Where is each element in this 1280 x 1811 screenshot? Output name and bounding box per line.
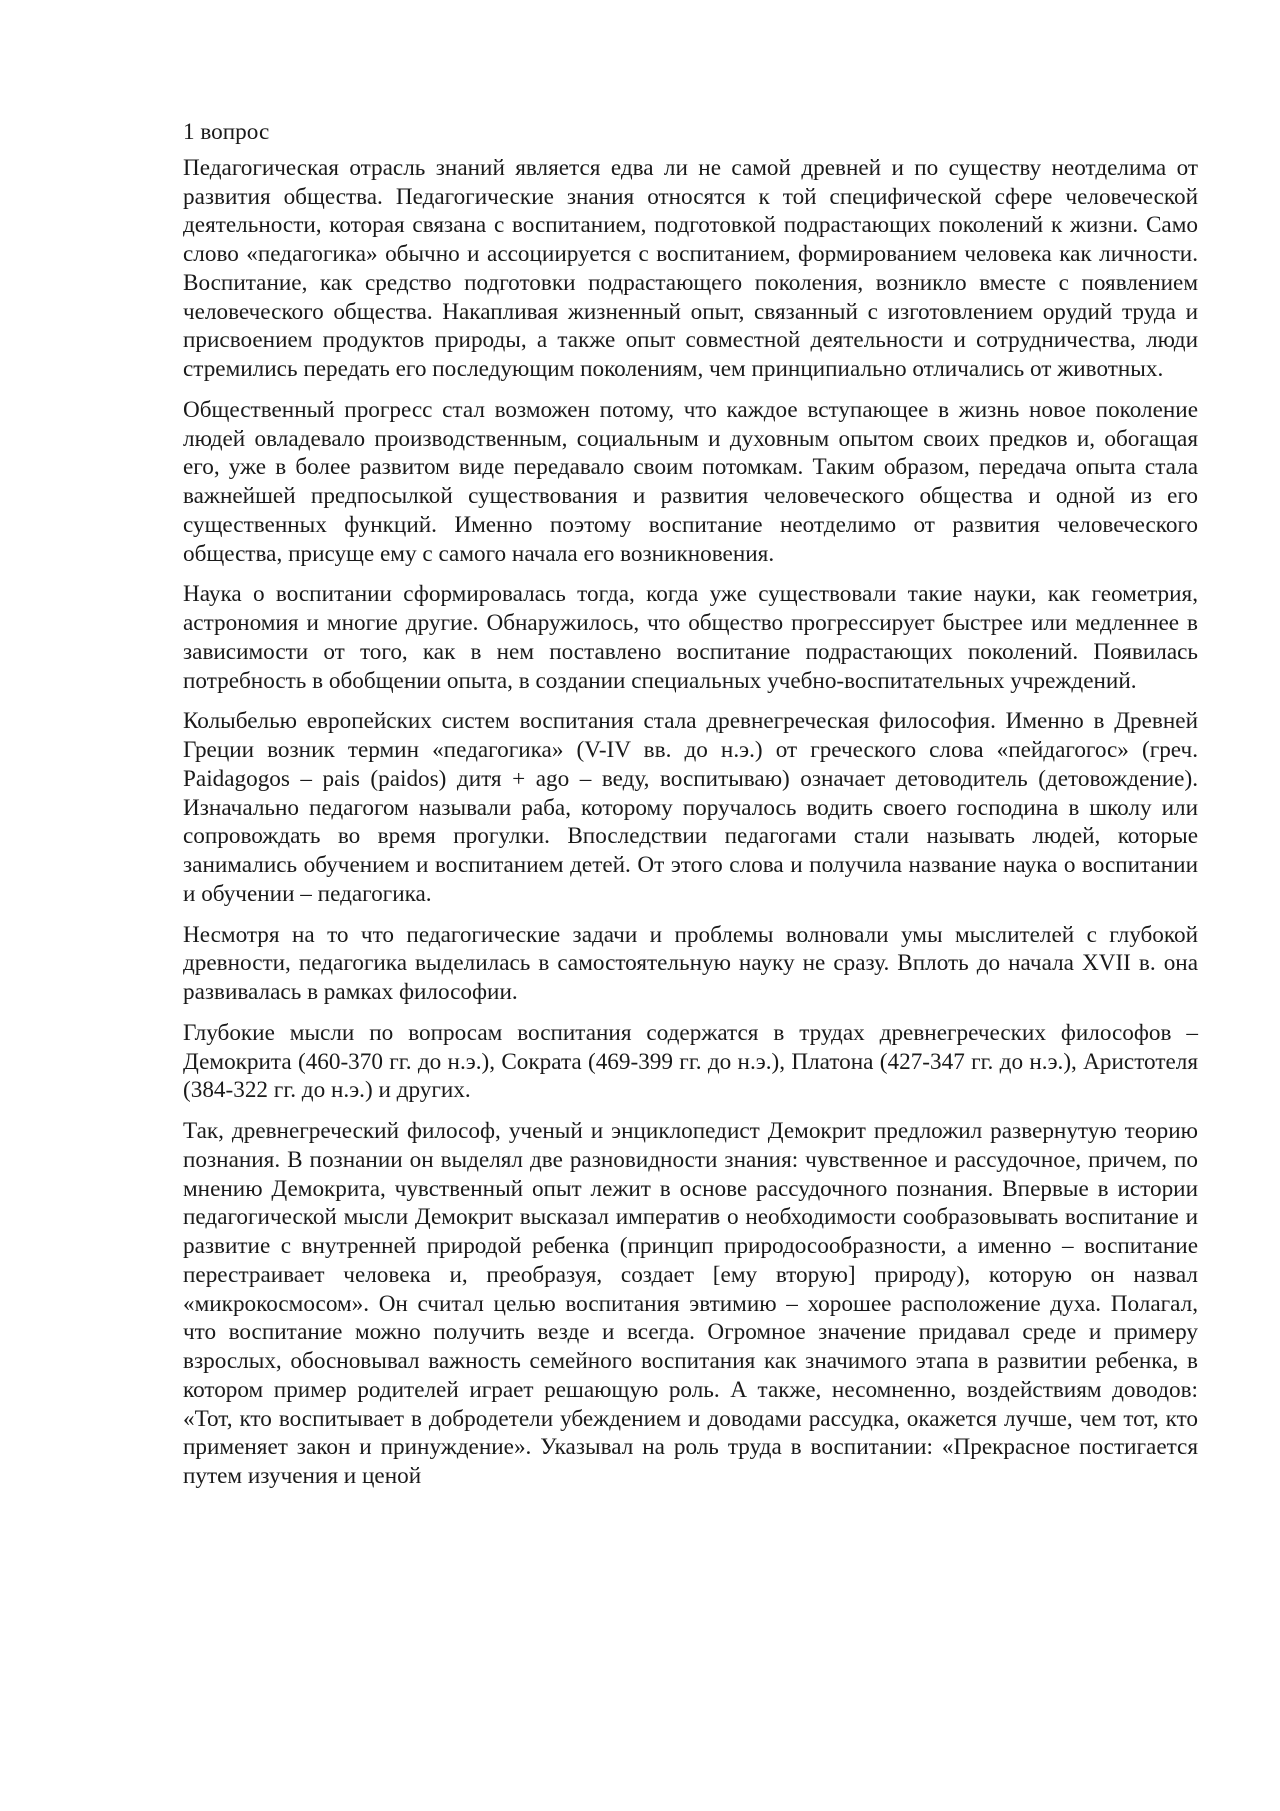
paragraph-pedagogy-as-science: Несмотря на то что педагогические задачи и проблемы волновали умы мыслителей с глубокой древности, педагогика выделилась в самостоятельную науку не сразу. Вплоть до начала XVII в. она развивалась в рамках философии. [183, 921, 1198, 1005]
paragraph-democritus: Так, древнегреческий философ, ученый и энциклопедист Демокрит предложил развернутую теорию познания. В познании он выделял две разновидности знания: чувственное и рассудочное, причем, по мнению Демокрита, чувственный опыт лежит в основе рассудочного познания. Впервые в истории педагогической мысли Демокрит высказал императив о необходимости сообразовывать воспитание и развитие с внутренней природой ребенка (принцип природосообразности, а именно – воспитание перестраивает человека и, преобразуя, создает [ему вторую] природу), которую он назвал «микрокосмосом». Он считал целью воспитания эвтимию – хорошее расположение духа. Полагал, что воспитание можно получить везде и всегда. Огромное значение придавал среде и примеру взрослых, обосновывал важность семейного воспитания как значимого этапа в развитии ребенка, в котором пример родителей играет решающую роль. А также, несомненно, воздействиям доводов: «Тот, кто воспитывает в добродетели убеждением и доводами рассудка, окажется лучше, чем тот, кто применяет закон и принуждение». Указывал на роль труда в воспитании: «Прекрасное постигается путем изучения и ценой [183, 1118, 1198, 1489]
paragraph-ancient-greece: Колыбелью европейских систем воспитания стала древнегреческая философия. Именно в Древней Греции возник термин «педагогика» (V-IV вв. до н.э.) от греческого слова «пейдагогос» (греч. Paidagogos – pais (paidos) дитя + ago – веду, воспитываю) означает детоводитель (детовождение). Изначально педагогом называли раба, которому поручалось водить своего господина в школу или сопровождать во время прогулки. Впоследствии педагогами стали называть людей, которые занимались обучением и воспитанием детей. От этого слова и получила название наука о воспитании и обучении – педагогика. [183, 708, 1198, 907]
paragraph-origin-of-pedagogy: Педагогическая отрасль знаний является едва ли не самой древней и по существу неотделима от развития общества. Педагогические знания относятся к той специфической сфере человеческой деятельности, которая связана с воспитанием, подготовкой подрастающих поколений к жизни. Само слово «педагогика» обычно и ассоциируется с воспитанием, формированием человека как личности. Воспитание, как средство подготовки подрастающего поколения, возникло вместе с появлением человеческого общества. Накапливая жизненный опыт, связанный с изготовлением орудий труда и присвоением продуктов природы, а также опыт совместной деятельности и сотрудничества, люди стремились передать его последующим поколениям, чем принципиально отличались от животных. [183, 154, 1198, 382]
paragraph-science-of-education: Наука о воспитании сформировалась тогда, когда уже существовали такие науки, как геометрия, астрономия и многие другие. Обнаружилось, что общество прогрессирует быстрее или медленнее в зависимости от того, как в нем поставлено воспитание подрастающих поколений. Появилась потребность в обобщении опыта, в создании специальных учебно-воспитательных учреждений. [183, 581, 1198, 694]
paragraph-greek-philosophers: Глубокие мысли по вопросам воспитания содержатся в трудах древнегреческих философов – Демокрита (460-370 гг. до н.э.), Сократа (469-399 гг. до н.э.), Платона (427-347 гг. до н.э.), Аристотеля (384-322 гг. до н.э.) и других. [183, 1019, 1198, 1104]
paragraph-social-progress: Общественный прогресс стал возможен потому, что каждое вступающее в жизнь новое поколение людей овладевало производственным, социальным и духовным опытом своих предков и, обогащая его, уже в более развитом виде передавало своим потомкам. Таким образом, передача опыта стала важнейшей предпосылкой существования и развития человеческого общества и одной из его существенных функций. Именно поэтому воспитание неотделимо от развития человеческого общества, присуще ему с самого начала его возникновения. [183, 396, 1198, 567]
document-page [183, 118, 1198, 1503]
question-heading: 1 вопрос [183, 119, 270, 145]
